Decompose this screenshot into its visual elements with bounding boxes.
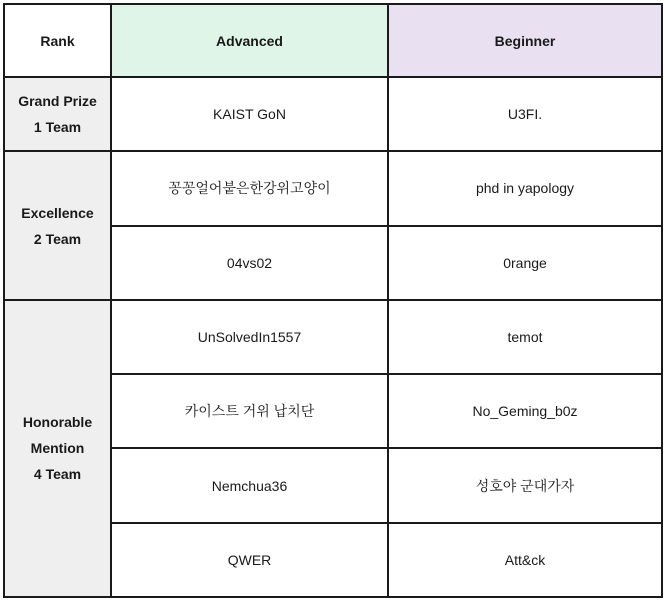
rank-honorable-mention xyxy=(4,300,111,597)
rank-count: 2 Team xyxy=(33,230,82,247)
advanced-team-cell: 04vs02 xyxy=(111,226,388,300)
beginner-team-cell: temot xyxy=(388,300,662,374)
rank-header: Rank xyxy=(4,4,111,77)
beginner-team-cell: Att&ck xyxy=(388,523,662,597)
rank-grand-prize xyxy=(4,77,111,151)
beginner-team-cell: U3FI. xyxy=(388,77,662,151)
rank-excellence xyxy=(4,151,111,300)
beginner-team-cell: No_Geming_b0z xyxy=(388,374,662,448)
advanced-team-cell: KAIST GoN xyxy=(111,77,388,151)
beginner-team-cell: 0range xyxy=(388,226,662,300)
advanced-team-cell: UnSolvedIn1557 xyxy=(111,300,388,374)
beginner-header: Beginner xyxy=(388,4,662,77)
beginner-team-cell: phd in yapology xyxy=(388,151,662,225)
advanced-header: Advanced xyxy=(111,4,388,77)
advanced-team-cell: QWER xyxy=(111,523,388,597)
awards-table xyxy=(3,3,663,598)
advanced-team-cell: Nemchua36 xyxy=(111,448,388,522)
rank-title: Grand Prize xyxy=(18,93,97,110)
rank-title: Excellence xyxy=(21,204,94,221)
table-row xyxy=(4,77,662,151)
header-row xyxy=(4,4,662,77)
rank-count: 1 Team xyxy=(33,119,82,136)
table-row xyxy=(4,151,662,225)
advanced-team-cell: 꽁꽁얼어붙은한강위고양이 xyxy=(111,151,388,225)
rank-title-line1: Honorable xyxy=(22,414,93,431)
advanced-team-cell: 카이스트 거위 납치단 xyxy=(111,374,388,448)
rank-count: 4 Team xyxy=(33,466,82,483)
beginner-team-cell: 성호야 군대가자 xyxy=(388,448,662,522)
rank-title-line2: Mention xyxy=(30,440,85,457)
table-row xyxy=(4,300,662,374)
